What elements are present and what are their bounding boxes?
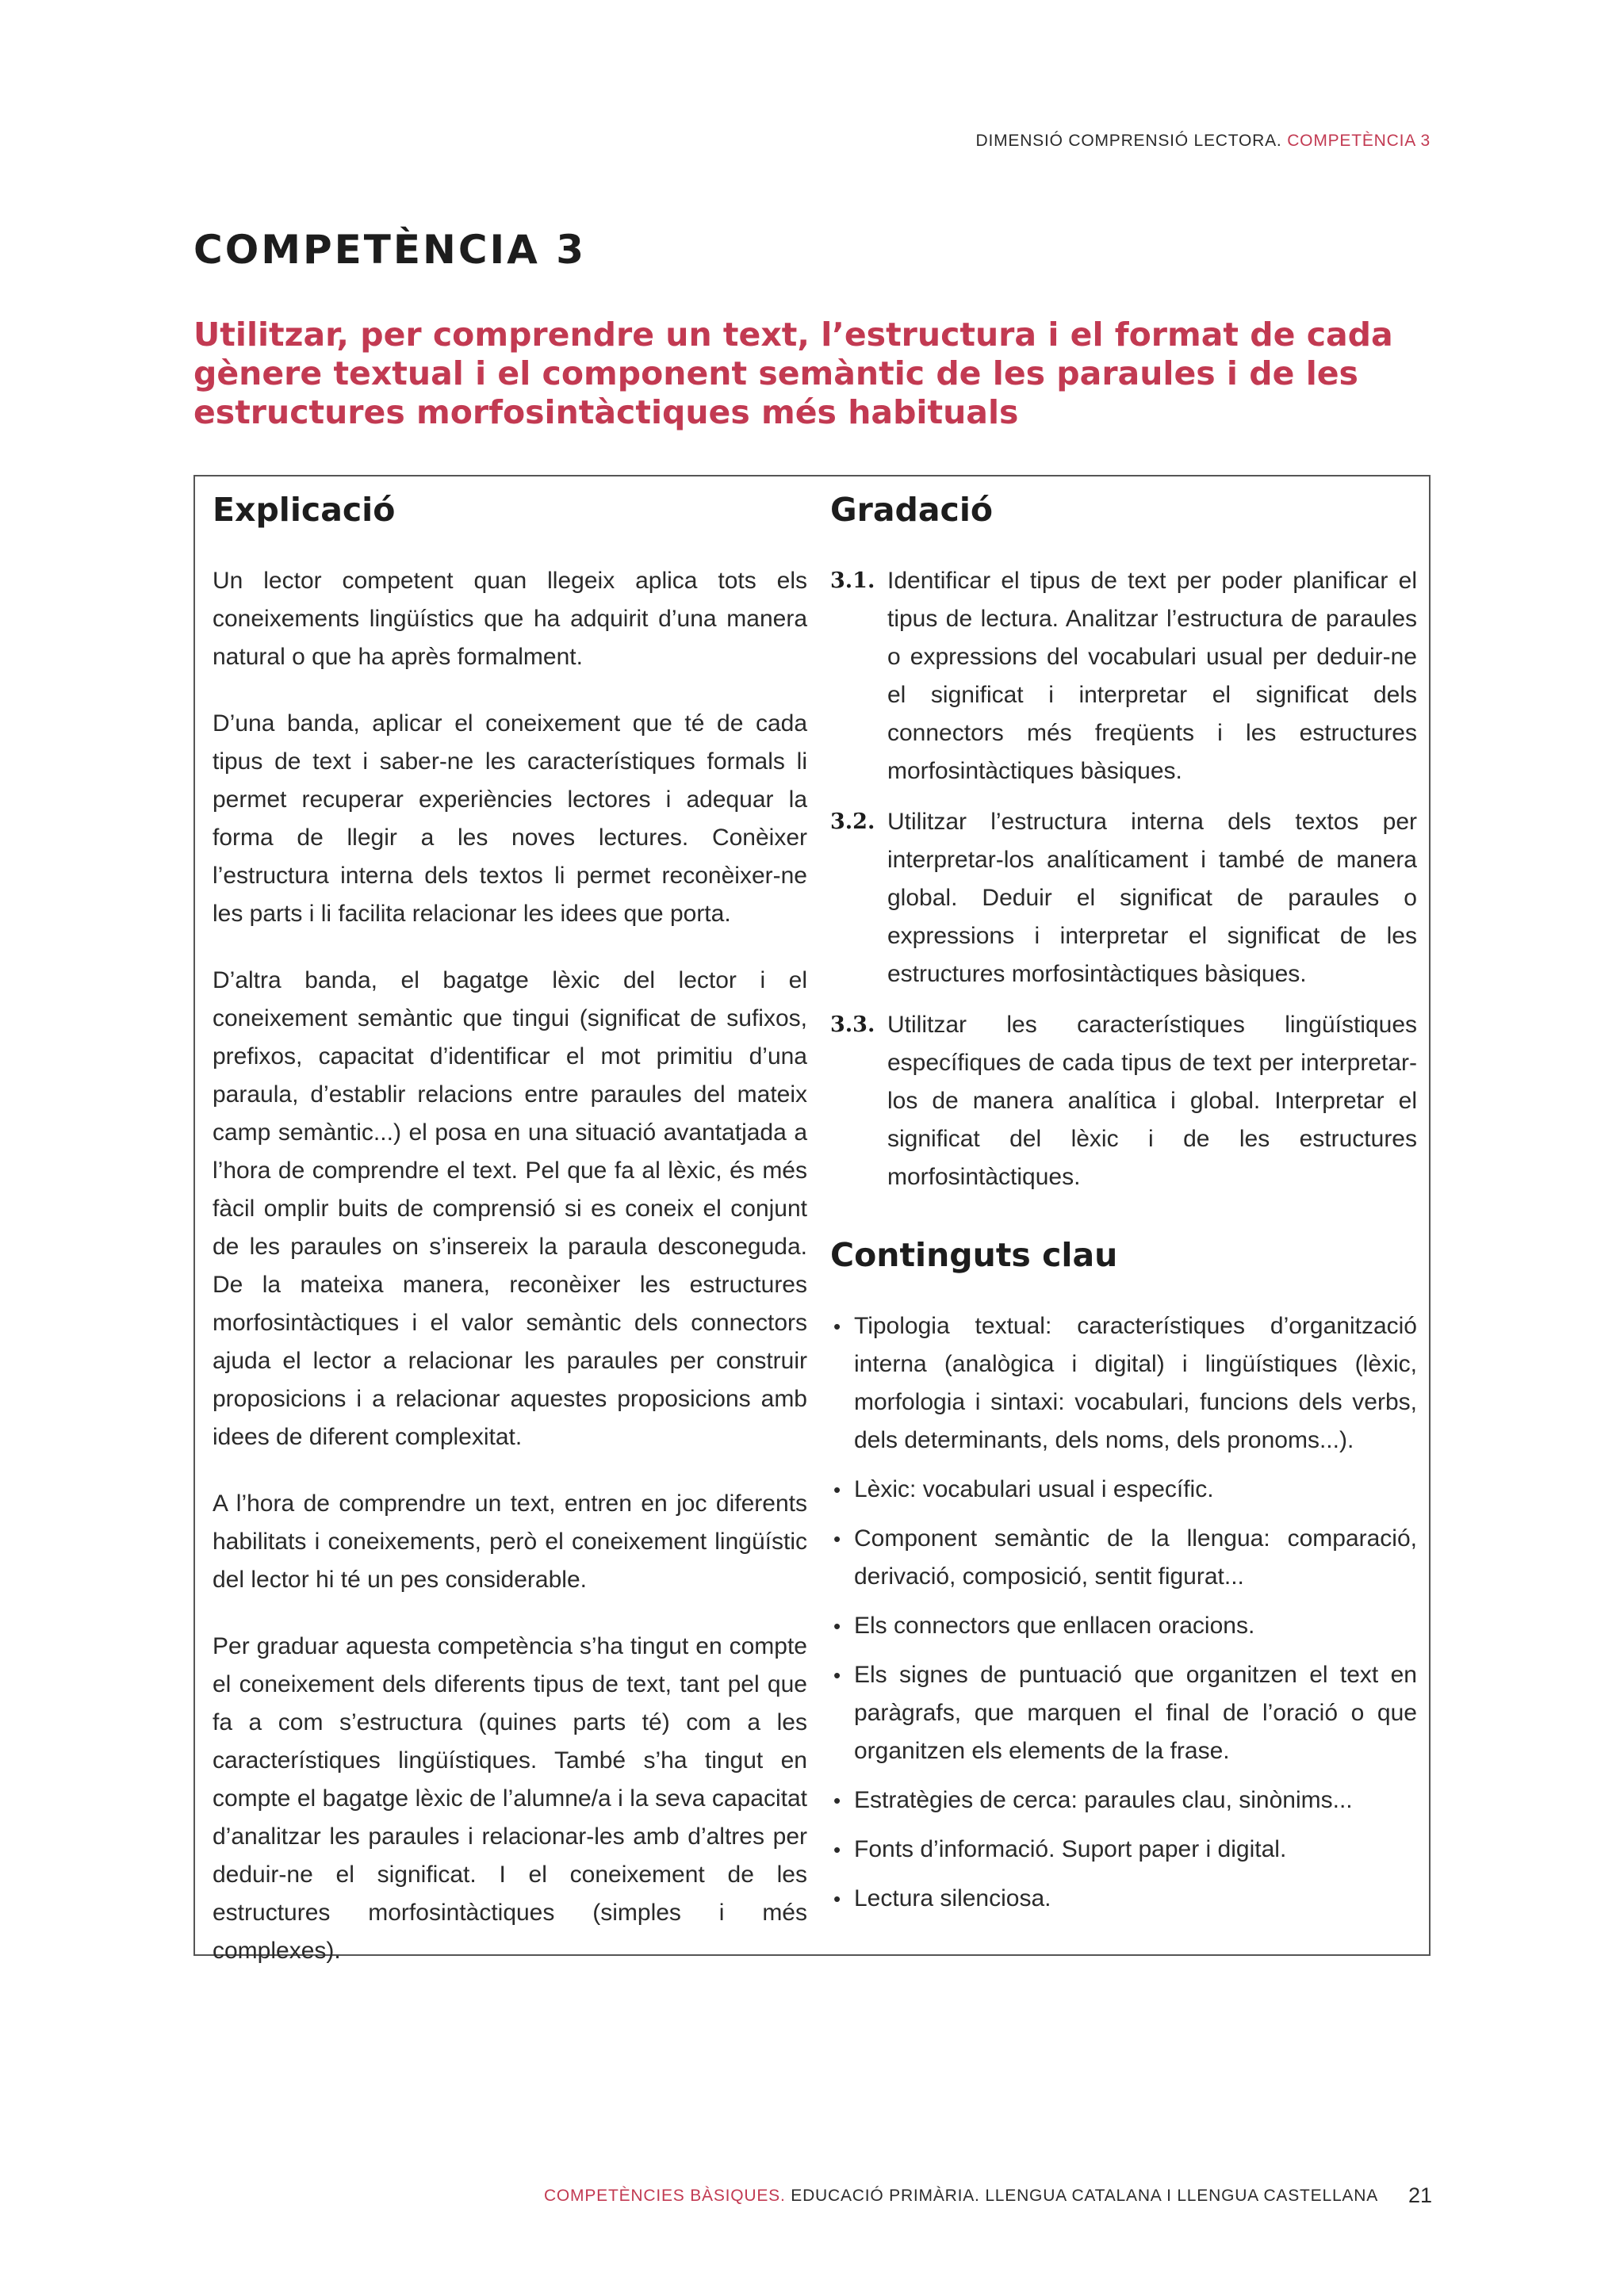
gradacio-item	[830, 562, 1417, 790]
bullet-icon: •	[833, 1527, 841, 1551]
explicacio-paragraph: Per graduar aquesta competència s’ha tingut en compte el coneixement dels diferents tipus de text, tant pel que fa a com s’estructura (quines parts té) com a les característiques lingüístiques. També s’ha tingut en compte el bagatge lèxic de l’alumne/a i la seva capacitat d’analitzar les paraules i relacionar-les amb d’altres per deduir-ne el significat. I el coneixement de les estructures morfosintàctiques (simples i més complexes).	[213, 1633, 807, 1964]
content-box	[193, 475, 1431, 1964]
bullet-icon: •	[833, 1614, 841, 1638]
bullet-icon: •	[833, 1789, 841, 1812]
list-item	[830, 1520, 1417, 1596]
list-item-text: Estratègies de cerca: paraules clau, sinònims...	[854, 1787, 1353, 1813]
list-item-text: Els signes de puntuació que organitzen el text en paràgrafs, que marquen el final de l’oració o que organitzen els elements de la frase.	[854, 1662, 1417, 1764]
gradacio-item	[830, 1006, 1417, 1196]
list-item	[830, 1471, 1417, 1509]
explicacio-heading: Explicació	[213, 491, 396, 529]
list-item-text: Lectura silenciosa.	[854, 1885, 1051, 1911]
footer-series: COMPETÈNCIES BÀSIQUES.	[543, 2187, 786, 2205]
gradacio-number: 3.3.	[830, 1012, 875, 1037]
list-item	[830, 1307, 1417, 1460]
explicacio-paragraph: A l’hora de comprendre un text, entren en joc diferents habilitats i coneixements, però el coneixement lingüístic del lector hi té un pes considerable.	[213, 1490, 807, 1593]
list-item-text: Els connectors que enllacen oracions.	[854, 1613, 1255, 1639]
gradacio-number: 3.2.	[830, 809, 875, 834]
list-item	[830, 1781, 1417, 1820]
bullet-icon: •	[833, 1838, 841, 1862]
explicacio-paragraph: Un lector competent quan llegeix aplica tots els coneixements lingüístics que ha adquirit d’una manera natural o que ha après formalment.	[213, 568, 807, 670]
list-item-text: Lèxic: vocabulari usual i específic.	[854, 1476, 1214, 1502]
list-item-text: Fonts d’informació. Suport paper i digital.	[854, 1836, 1287, 1862]
right-column	[830, 486, 1417, 1929]
explicacio-paragraph: D’una banda, aplicar el coneixement que té de cada tipus de text i saber-ne les característiques formals li permet recuperar experiències lectores i adequar la forma de llegir a les noves lectures. Conèixer l’estructura interna dels textos li permet reconèixer-ne les parts i li facilita relacionar les idees que porta.	[213, 710, 807, 927]
list-item	[830, 1880, 1417, 1918]
list-item	[830, 1607, 1417, 1645]
gradacio-heading: Gradació	[830, 491, 994, 529]
list-item-text: Component semàntic de la llengua: comparació, derivació, composició, sentit figurat...	[854, 1525, 1417, 1590]
gradacio-text: Utilitzar l’estructura interna dels textos per interpretar-los analíticament i també de manera global. Deduir el significat de paraules o expressions i interpretar el significat de les estructures morfosintàctiques bàsiques.	[887, 809, 1417, 987]
explicacio-paragraph: D’altra banda, el bagatge lèxic del lector i el coneixement semàntic que tingui (significat de sufixos, prefixos, capacitat d’identificar el mot primitiu d’una paraula, d’establir relacions entre paraules del mateix camp semàntic...) el posa en una situació avantatjada a l’hora de comprendre el text. Pel que fa al lèxic, és més fàcil omplir buits de comprensió si es coneix el conjunt de les paraules on s’insereix la paraula desconeguda. De la mateixa manera, reconèixer les estructures morfosintàctiques i el valor semàntic dels connectors ajuda el lector a relacionar les paraules per construir proposicions i a relacionar aquestes proposicions amb idees de diferent complexitat.	[213, 967, 807, 1450]
list-item	[830, 1831, 1417, 1869]
page-number: 21	[1408, 2183, 1433, 2207]
header-competence: COMPETÈNCIA 3	[1287, 132, 1431, 150]
list-item	[830, 1656, 1417, 1770]
continguts-list	[830, 1307, 1417, 1918]
gradacio-text: Utilitzar les característiques lingüístiques específiques de cada tipus de text per interpretar-los de manera analítica i global. Interpretar el significat del lèxic i de les estructures morfosintàctiques.	[887, 1012, 1417, 1190]
page-subtitle: Utilitzar, per comprendre un text, l’estructura i el format de cada gènere textual i el component semàntic de les paraules i de les estructures morfosintàctiques més habituals	[193, 316, 1393, 431]
explicacio-column	[213, 486, 807, 1999]
list-item-text: Tipologia textual: característiques d’organització interna (analògica i digital) i lingüístiques (lèxic, morfologia i sintaxi: vocabulari, funcions dels verbs, dels determinants, dels noms, dels pronoms...).	[854, 1313, 1417, 1453]
gradacio-number: 3.1.	[830, 568, 875, 593]
bullet-icon: •	[833, 1887, 841, 1911]
footer-subject: EDUCACIÓ PRIMÀRIA. LLENGUA CATALANA I LLENGUA CASTELLANA	[791, 2187, 1378, 2205]
page-title: COMPETÈNCIA 3	[193, 227, 587, 273]
header-section: DIMENSIÓ COMPRENSIÓ LECTORA.	[975, 132, 1282, 150]
bullet-icon: •	[833, 1314, 841, 1338]
gradacio-text: Identificar el tipus de text per poder planificar el tipus de lectura. Analitzar l’estructura de paraules o expressions del vocabulari usual per deduir-ne el significat i interpretar el significat dels connectors més freqüents i les estructures morfosintàctiques bàsiques.	[887, 568, 1417, 784]
gradacio-item	[830, 803, 1417, 993]
continguts-heading: Continguts clau	[830, 1236, 1118, 1274]
bullet-icon: •	[833, 1478, 841, 1502]
running-header	[976, 132, 1431, 151]
bullet-icon: •	[833, 1663, 841, 1687]
running-footer	[544, 2187, 1378, 2206]
